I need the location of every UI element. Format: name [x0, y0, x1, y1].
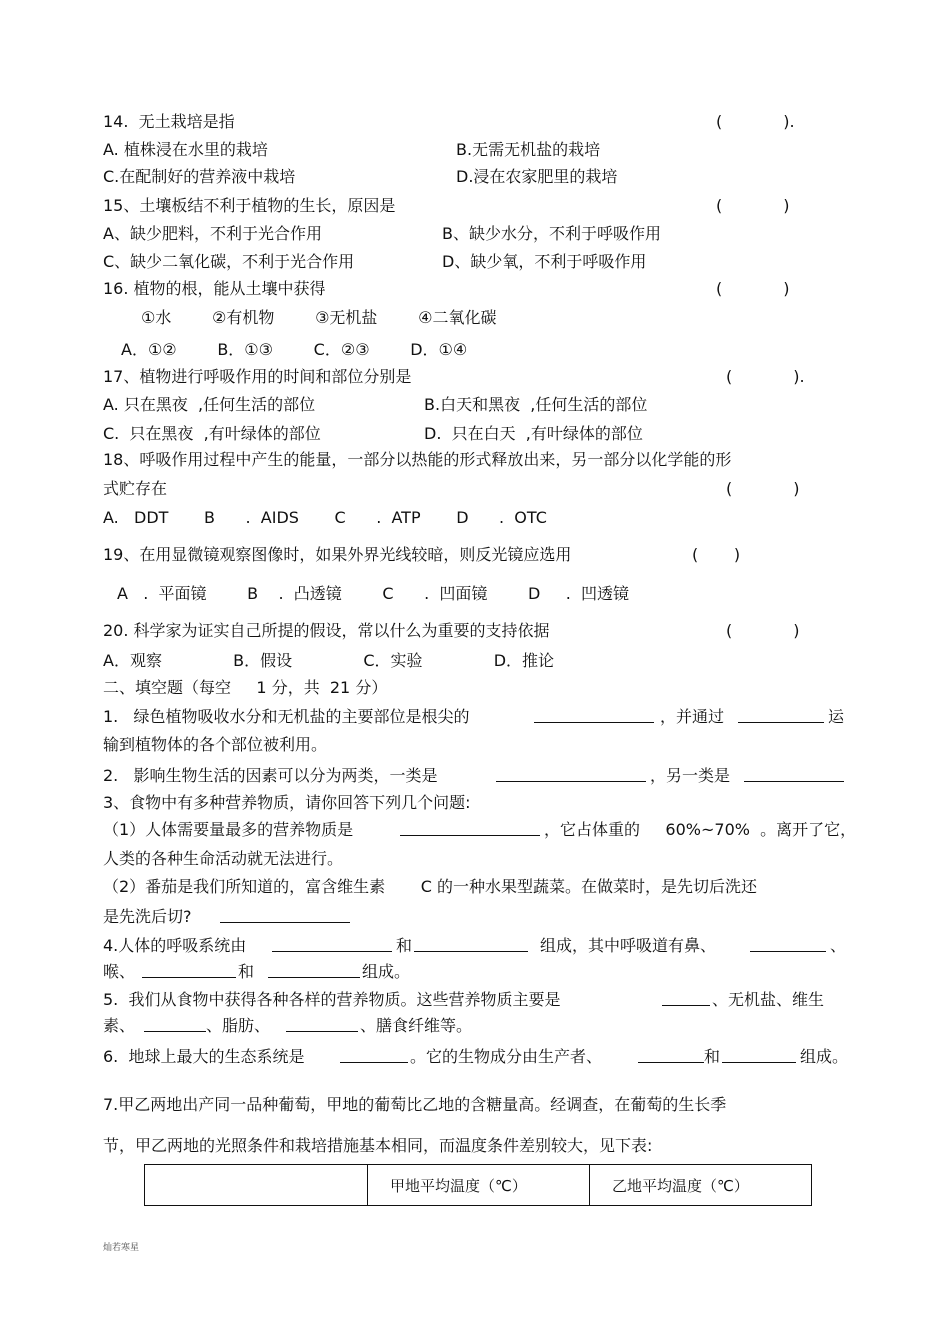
f4-blank1[interactable] — [272, 936, 392, 957]
q14-bracket: ( ). — [716, 112, 795, 131]
f2-text1: 2. 影响生物生活的因素可以分为两类，一类是 — [103, 766, 438, 785]
f1-blank2[interactable] — [738, 707, 824, 728]
f4-line2-text1: 喉、 — [103, 962, 136, 981]
q18-stem-line2: 式贮存在 — [103, 479, 168, 498]
q15-bracket: ( ) — [716, 196, 790, 215]
q17-bracket: ( ). — [726, 367, 805, 386]
table-header-row — [145, 1165, 812, 1206]
f5-line2-text1: 素、 — [103, 1016, 136, 1035]
f4-blank4[interactable] — [142, 962, 236, 983]
f3-sub1-blank[interactable] — [400, 820, 540, 841]
f3-sub2-line1: （2）番茄是我们所知道的，富含维生素 C 的一种水果型蔬菜。在做菜时，是先切后洗还 — [103, 877, 758, 896]
q20-options: A．观察 B．假设 C．实验 D．推论 — [103, 651, 555, 670]
q15-option-d: D、缺少氧，不利于呼吸作用 — [442, 252, 647, 271]
f5-line2-text2: 、脂肪、 — [206, 1016, 271, 1035]
f6-text4: 组成。 — [800, 1047, 849, 1066]
f5-text1: 5. 我们从食物中获得各种各样的营养物质。这些营养物质主要是 — [103, 990, 561, 1009]
f6-text1: 6. 地球上最大的生态系统是 — [103, 1047, 305, 1066]
section2-title: 二、填空题（每空 1 分，共 21 分） — [103, 678, 388, 697]
f4-blank5[interactable] — [268, 962, 360, 983]
f3-text: 3、食物中有多种营养物质，请你回答下列几个问题: — [103, 793, 471, 812]
f2-blank1[interactable] — [496, 766, 646, 787]
q17-option-c: C. 只在黑夜 ,有叶绿体的部位 — [103, 424, 321, 443]
f5-text2: 、无机盐、维生 — [712, 990, 825, 1009]
q14-stem: 14. 无土栽培是指 — [103, 112, 235, 131]
q18-stem-line1: 18、呼吸作用过程中产生的能量，一部分以热能的形式释放出来，另一部分以化学能的形 — [103, 450, 732, 469]
f3-sub1-line2: 人类的各种生命活动就无法进行。 — [103, 849, 344, 868]
f4-text2: 和 — [396, 936, 413, 955]
q14-option-d: D.浸在农家肥里的栽培 — [456, 167, 618, 186]
f1-text3: 运 — [828, 707, 845, 726]
f6-text2: 。它的生物成分由生产者、 — [410, 1047, 603, 1066]
q15-option-a: A、缺少肥料，不利于光合作用 — [103, 224, 322, 243]
q20-bracket: ( ) — [726, 621, 800, 640]
f4-text1: 4.人体的呼吸系统由 — [103, 936, 247, 955]
f5-blank2[interactable] — [144, 1016, 206, 1037]
f7-line1: 7.甲乙两地出产同一品种葡萄，甲地的葡萄比乙地的含糖量高。经调查，在葡萄的生长季 — [103, 1095, 727, 1114]
f4-line2-text3: 组成。 — [362, 962, 411, 981]
q16-stem: 16. 植物的根，能从土壤中获得 — [103, 279, 326, 298]
f4-blank3[interactable] — [750, 936, 826, 957]
f4-blank2[interactable] — [414, 936, 528, 957]
f1-line2: 输到植物体的各个部位被利用。 — [103, 735, 328, 754]
q16-items: ①水 ②有机物 ③无机盐 ④二氧化碳 — [141, 308, 497, 327]
f4-text4: 、 — [830, 936, 847, 955]
q19-options: A . 平面镜 B . 凸透镜 C . 凹面镜 D . 凹透镜 — [117, 584, 630, 603]
table-header-cell — [145, 1165, 368, 1206]
q15-stem: 15、土壤板结不利于植物的生长，原因是 — [103, 196, 396, 215]
f5-blank1[interactable] — [662, 990, 710, 1011]
f1-blank1[interactable] — [534, 707, 654, 728]
f7-line2: 节，甲乙两地的光照条件和栽培措施基本相同，而温度条件差别较大，见下表: — [103, 1136, 653, 1155]
q17-stem: 17、植物进行呼吸作用的时间和部位分别是 — [103, 367, 412, 386]
q15-option-b: B、缺少水分，不利于呼吸作用 — [442, 224, 661, 243]
f1-text2: ，并通过 — [660, 707, 725, 726]
q17-option-d: D. 只在白天 ,有叶绿体的部位 — [424, 424, 643, 443]
q18-options: A. DDT B . AIDS C . ATP D . OTC — [103, 508, 547, 527]
f1-text1: 1. 绿色植物吸收水分和无机盐的主要部位是根尖的 — [103, 707, 470, 726]
q14-option-c: C.在配制好的营养液中栽培 — [103, 167, 296, 186]
f6-blank3[interactable] — [722, 1047, 796, 1068]
q15-option-c: C、缺少二氧化碳，不利于光合作用 — [103, 252, 355, 271]
temperature-table — [144, 1164, 812, 1206]
table-header-cell: 甲地平均温度（℃） — [368, 1165, 590, 1206]
f5-blank3[interactable] — [286, 1016, 358, 1037]
f6-text3: 和 — [704, 1047, 721, 1066]
f6-blank1[interactable] — [340, 1047, 408, 1068]
f5-line2-text3: 、膳食纤维等。 — [360, 1016, 473, 1035]
q20-stem: 20. 科学家为证实自己所提的假设，常以什么为重要的支持依据 — [103, 621, 550, 640]
q19-stem: 19、在用显微镜观察图像时，如果外界光线较暗，则反光镜应选用 — [103, 545, 572, 564]
q19-bracket: ( ) — [692, 545, 741, 564]
page-footer: 灿若寒星 — [103, 1243, 140, 1253]
q14-option-a: A. 植株浸在水里的栽培 — [103, 140, 268, 159]
q17-option-b: B.白天和黑夜 ,任何生活的部位 — [424, 395, 648, 414]
q18-bracket: ( ) — [726, 479, 800, 498]
q17-option-a: A. 只在黑夜 ,任何生活的部位 — [103, 395, 316, 414]
q16-options: A．①② B．①③ C．②③ D．①④ — [121, 340, 468, 359]
f4-line2-text2: 和 — [238, 962, 255, 981]
table-header-cell: 乙地平均温度（℃） — [590, 1165, 812, 1206]
q14-option-b: B.无需无机盐的栽培 — [456, 140, 601, 159]
f2-text2: ，另一类是 — [650, 766, 731, 785]
f3-sub1-text2: ，它占体重的 60%~70% 。离开了它， — [544, 820, 857, 839]
f4-text3: 组成，其中呼吸道有鼻、 — [540, 936, 717, 955]
f3-sub1-text1: （1）人体需要量最多的营养物质是 — [103, 820, 354, 839]
f6-blank2[interactable] — [638, 1047, 704, 1068]
q16-bracket: ( ) — [716, 279, 790, 298]
f2-blank2[interactable] — [744, 766, 844, 787]
f3-sub2-blank[interactable] — [220, 907, 350, 928]
f3-sub2-text: 是先洗后切? — [103, 907, 192, 926]
